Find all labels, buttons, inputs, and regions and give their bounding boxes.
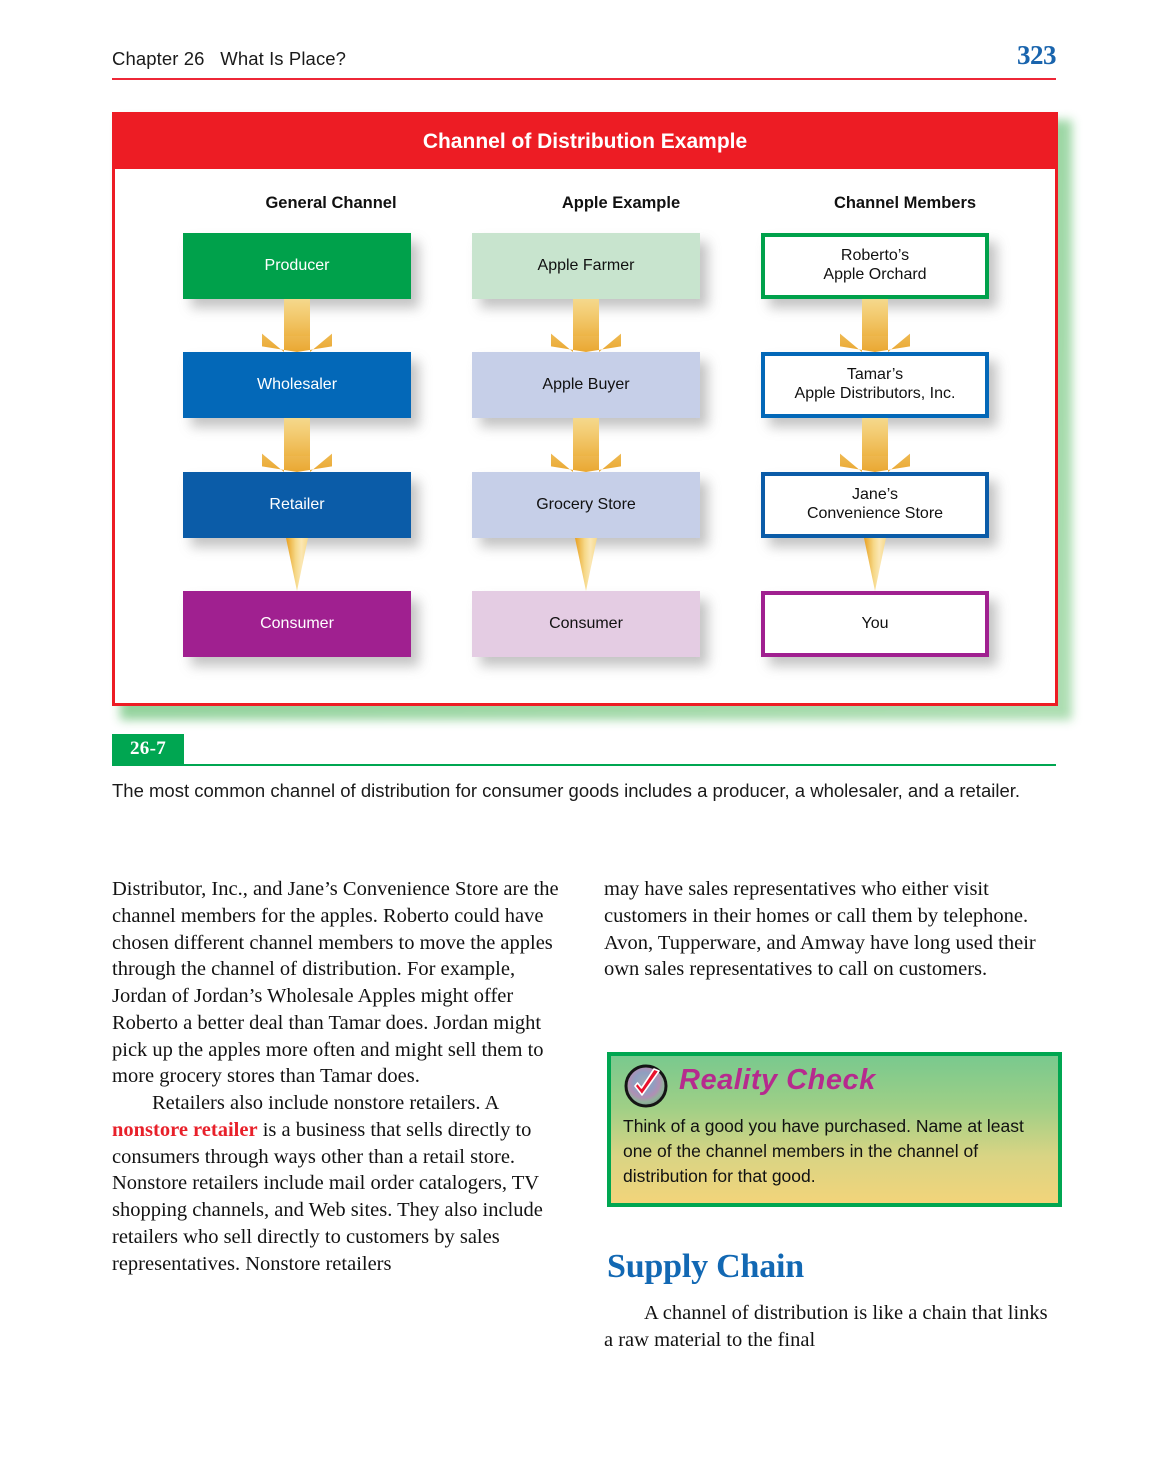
diagram-box-label: Apple Buyer bbox=[542, 375, 630, 393]
column-header-apple-example: Apple Example bbox=[561, 194, 681, 212]
diagram-box-label: Roberto’s Apple Orchard bbox=[823, 247, 927, 283]
figure-caption-block bbox=[112, 734, 1056, 804]
page-number: 323 bbox=[1017, 40, 1056, 70]
key-term-nonstore-retailer: nonstore retailer bbox=[112, 1118, 258, 1141]
flow-arrow-retailer-to-consumer-general bbox=[262, 538, 332, 591]
flow-arrow-wholesaler-to-retailer-general bbox=[262, 418, 332, 472]
diagram-box-consumer-general bbox=[183, 591, 411, 657]
column-header-general-channel: General Channel bbox=[265, 194, 397, 212]
caption-text: The most common channel of distribution for consumer goods includes a producer, a wholesaler, and a retailer. bbox=[112, 780, 1021, 801]
flow-arrow-producer-to-wholesaler-general bbox=[262, 299, 332, 352]
diagram-box-label: Producer bbox=[264, 256, 330, 274]
diagram-box-label: Wholesaler bbox=[256, 375, 338, 393]
section-heading-supply-chain: Supply Chain bbox=[607, 1248, 805, 1285]
diagram-box-label: Consumer bbox=[549, 614, 623, 632]
left-paragraph-1: Distributor, Inc., and Jane’s Convenience Store are the channel members for the apples. Roberto could have chosen different channel members to move the apples through the channel of distribution. For example, Jordan of Jordan’s Wholesale Apples might offer Roberto a better deal than Tamar does. Jordan might pick up the apples more often and might sell them to more grocery stores than Tamar does. bbox=[112, 878, 559, 1088]
diagram-box-label: Consumer bbox=[260, 614, 334, 632]
diagram-box-producer-member bbox=[761, 233, 989, 299]
figure-title: Channel of Distribution Example bbox=[422, 130, 748, 153]
diagram-box-label: You bbox=[861, 614, 889, 632]
reality-check-text: Think of a good you have purchased. Name at least one of the channel members in the channel of distribution for that good. bbox=[623, 1116, 1024, 1186]
column-header-channel-members: Channel Members bbox=[833, 194, 977, 212]
caption-number-badge: 26-7 bbox=[112, 734, 184, 764]
figure-frame bbox=[112, 112, 1058, 706]
right-paragraph-1: may have sales representatives who either visit customers in their homes or call them by telephone. Avon, Tupperware, and Amway have long used their own sales representatives to call on customers. bbox=[604, 878, 1036, 981]
check-circle-icon bbox=[623, 1063, 669, 1109]
flow-arrow-producer-to-wholesaler-member bbox=[840, 299, 910, 352]
diagram-box-wholesaler-member bbox=[761, 352, 989, 418]
reality-check-box bbox=[607, 1052, 1062, 1207]
left-paragraph-2-pre: Retailers also include nonstore retailers. A bbox=[152, 1092, 499, 1114]
body-right-column-bottom bbox=[604, 1300, 1059, 1354]
diagram-box-label: Jane’s Convenience Store bbox=[806, 486, 944, 522]
diagram-box-label: Grocery Store bbox=[536, 495, 636, 513]
diagram-box-retailer-general bbox=[183, 472, 411, 538]
caption-tag-row bbox=[112, 734, 1056, 766]
flow-arrow-retailer-to-consumer-apple bbox=[551, 538, 621, 591]
flow-arrow-producer-to-wholesaler-apple bbox=[551, 299, 621, 352]
diagram-box-wholesaler-general bbox=[183, 352, 411, 418]
figure-title-bar bbox=[115, 115, 1055, 169]
diagram-box-label: Retailer bbox=[269, 495, 325, 513]
flow-arrow-wholesaler-to-retailer-member bbox=[840, 418, 910, 472]
diagram-box-producer-apple bbox=[472, 233, 700, 299]
diagram-box-consumer-apple bbox=[472, 591, 700, 657]
left-paragraph-2 bbox=[112, 1090, 572, 1277]
diagram-box-producer-general bbox=[183, 233, 411, 299]
diagram-box-consumer-member bbox=[761, 591, 989, 657]
flow-arrow-retailer-to-consumer-member bbox=[840, 538, 910, 591]
diagram-box-wholesaler-apple bbox=[472, 352, 700, 418]
running-head bbox=[112, 40, 1056, 80]
right-paragraph-2: A channel of distribution is like a chain that links a raw material to the final bbox=[604, 1302, 1048, 1351]
diagram-box-retailer-member bbox=[761, 472, 989, 538]
flow-arrow-wholesaler-to-retailer-apple bbox=[551, 418, 621, 472]
chapter-label: Chapter 26 What Is Place? bbox=[112, 48, 347, 69]
body-right-column-top bbox=[604, 876, 1059, 983]
reality-check-header bbox=[611, 1056, 1058, 1114]
channel-of-distribution-figure bbox=[112, 112, 1064, 712]
diagram-box-label: Apple Farmer bbox=[537, 256, 635, 274]
diagram-box-label: Tamar’s Apple Distributors, Inc. bbox=[794, 366, 956, 402]
body-left-column bbox=[112, 876, 572, 1277]
reality-check-title: Reality Check bbox=[679, 1064, 876, 1096]
left-paragraph-2-post: is a business that sells directly to consumers through ways other than a retail store. Nonstore retailers include mail order catalogers, TV shopping channels, and Web sites. They also include retailers who sell directly to customers by sales representatives. Nonstore retailers bbox=[112, 1118, 543, 1275]
diagram-box-retailer-apple bbox=[472, 472, 700, 538]
